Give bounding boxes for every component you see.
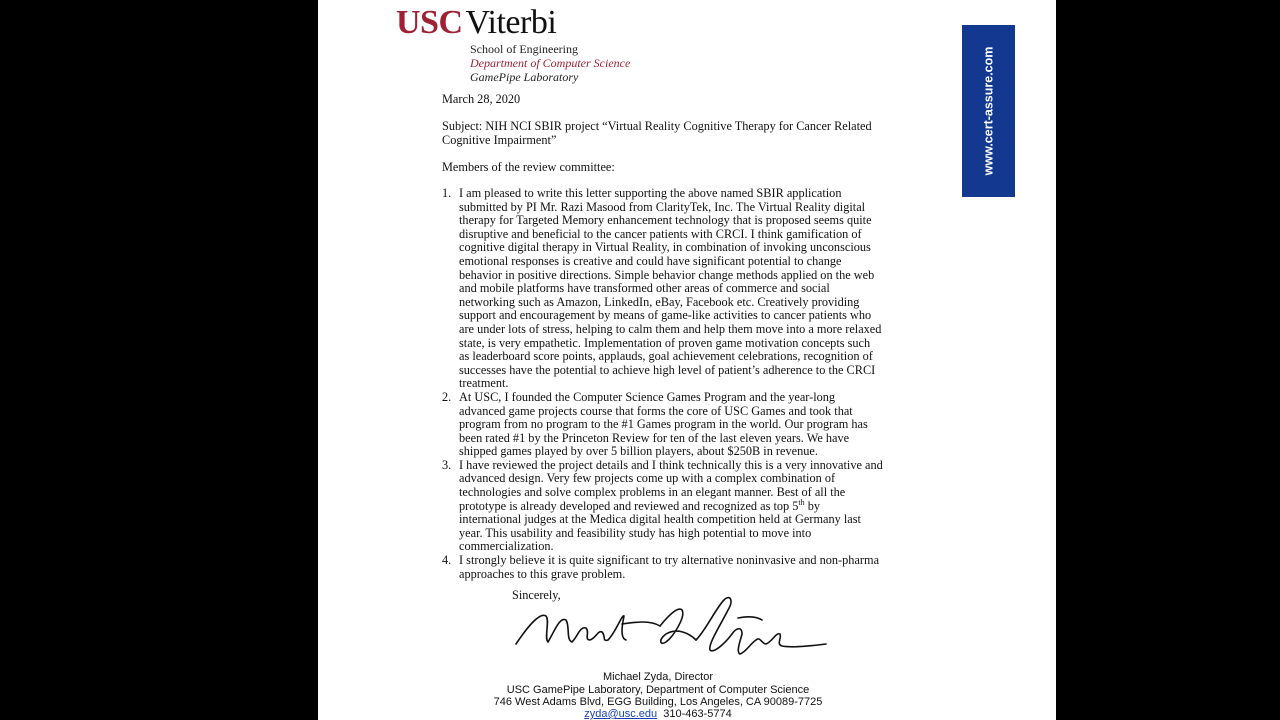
- paragraph-line: advanced design. Very few projects come up with a complex combination of: [459, 471, 836, 486]
- school-name: School of Engineering: [470, 42, 578, 56]
- numbered-list: [442, 187, 882, 581]
- letter-page: [318, 0, 1056, 720]
- contact-line: [458, 708, 858, 720]
- paragraph-line: I am pleased to write this letter supporting the above named SBIR application: [459, 186, 842, 200]
- subject-line-2: Cognitive Impairment”: [442, 132, 557, 147]
- list-item: [442, 187, 882, 391]
- subject-line: [442, 120, 872, 147]
- paragraph-line: year. This usability and feasibility study has high potential to move into: [459, 525, 812, 540]
- closing: Sincerely,: [512, 588, 561, 602]
- paragraph-line: program from no program to the #1 Games program in the world. Our program has: [459, 417, 868, 432]
- greeting: Members of the review committee:: [442, 160, 615, 174]
- paragraph-line: treatment.: [459, 376, 509, 391]
- logo-viterbi-text: Viterbi: [465, 4, 557, 41]
- paragraph-line: state, is very empathetic. Implementation of proven game motivation concepts such: [459, 335, 871, 350]
- email-link[interactable]: zyda@usc.edu: [584, 708, 658, 720]
- paragraph-line: submitted by PI Mr. Razi Masood from ClarityTek, Inc. The Virtual Reality digital: [459, 199, 866, 214]
- usc-viterbi-logo: [396, 4, 556, 42]
- subject-line-1: Subject: NIH NCI SBIR project “Virtual Reality Cognitive Therapy for Cancer Related: [442, 119, 872, 133]
- superscript-th: th: [798, 497, 805, 507]
- list-number: 2.: [442, 389, 452, 404]
- paragraph-line: technologies and solve complex problems in an elegant manner. Best of all the: [459, 485, 846, 500]
- lab-name: GamePipe Laboratory: [470, 70, 579, 84]
- paragraph-line: been rated #1 by the Princeton Review for ten of the last eleven years. We have: [459, 430, 850, 445]
- list-item: [442, 391, 882, 459]
- list-number: 4.: [442, 553, 452, 568]
- paragraph-line: international judges at the Medica digital health competition held at Germany last: [459, 512, 861, 527]
- list-item: [442, 459, 882, 554]
- paragraph-line: shipped games played by over 5 billion players, about $250B in revenue.: [459, 444, 818, 459]
- paragraph-line: At USC, I founded the Computer Science Games Program and the year-long: [459, 389, 836, 404]
- paragraph-line: I strongly believe it is quite significant to try alternative noninvasive and non-pharma: [459, 553, 880, 568]
- paragraph-line: are under lots of stress, helping to calm them and help them move into a more relaxed: [459, 321, 882, 336]
- paragraph-line: emotional responses is creative and could have significant potential to change: [459, 253, 842, 268]
- cert-assure-badge[interactable]: [962, 25, 1015, 197]
- phone-number: 310-463-5774: [663, 708, 732, 720]
- department-name: Department of Computer Science: [470, 56, 631, 70]
- list-number: 1.: [442, 186, 452, 200]
- paragraph-line: behavior in positive directions. Simple behavior change methods applied on the web: [459, 267, 875, 282]
- paragraph-line: disruptive and beneficial to the cancer patients with CRCI. I think gamification of: [459, 226, 862, 241]
- signer-affiliation: USC GamePipe Laboratory, Department of Computer Science: [506, 684, 810, 696]
- paragraph-line: approaches to this grave problem.: [459, 566, 626, 581]
- paragraph-line: networking such as Amazon, LinkedIn, eBay, Facebook etc. Creatively providing: [459, 294, 860, 309]
- handwritten-signature: [510, 586, 840, 666]
- signer-address: 746 West Adams Blvd, EGG Building, Los Angeles, CA 90089-7725: [493, 696, 823, 708]
- paragraph-line: successes have the potential to achieve high level of patient’s adherence to the CRCI: [459, 362, 876, 377]
- paragraph-line: advanced game projects course that forms the core of USC Games and took that: [459, 403, 853, 418]
- paragraph-line: therapy for Targeted Memory enhancement technology that is proposed seems quite: [459, 213, 872, 228]
- list-item: [442, 554, 882, 581]
- paragraph-line-with-superscript: [459, 497, 882, 514]
- paragraph-line: I have reviewed the project details and I think technically this is a very innovative and: [459, 457, 883, 472]
- badge-text: www.cert-assure.com: [981, 46, 996, 176]
- paragraph-line: as leaderboard score points, applauds, goal achievement celebrations, recognition of: [459, 349, 873, 364]
- paragraph-line: cognitive digital therapy in Virtual Reality, in combination of invoking unconscious: [459, 240, 871, 255]
- paragraph-line: and mobile platforms have transformed other areas of commerce and social: [459, 281, 830, 296]
- paragraph-line: commercialization.: [459, 539, 554, 554]
- list-number: 3.: [442, 457, 452, 472]
- sup-line-text: prototype is already developed and reviewed and recognized as top 5: [459, 498, 799, 513]
- sup-line-after: by: [804, 498, 821, 513]
- logo-usc-text: USC: [396, 4, 463, 41]
- letter-date: March 28, 2020: [442, 92, 521, 106]
- paragraph-line: support and encouragement by means of game-like activities to cancer patients who: [459, 308, 872, 323]
- signer-name: Michael Zyda, Director: [602, 671, 714, 683]
